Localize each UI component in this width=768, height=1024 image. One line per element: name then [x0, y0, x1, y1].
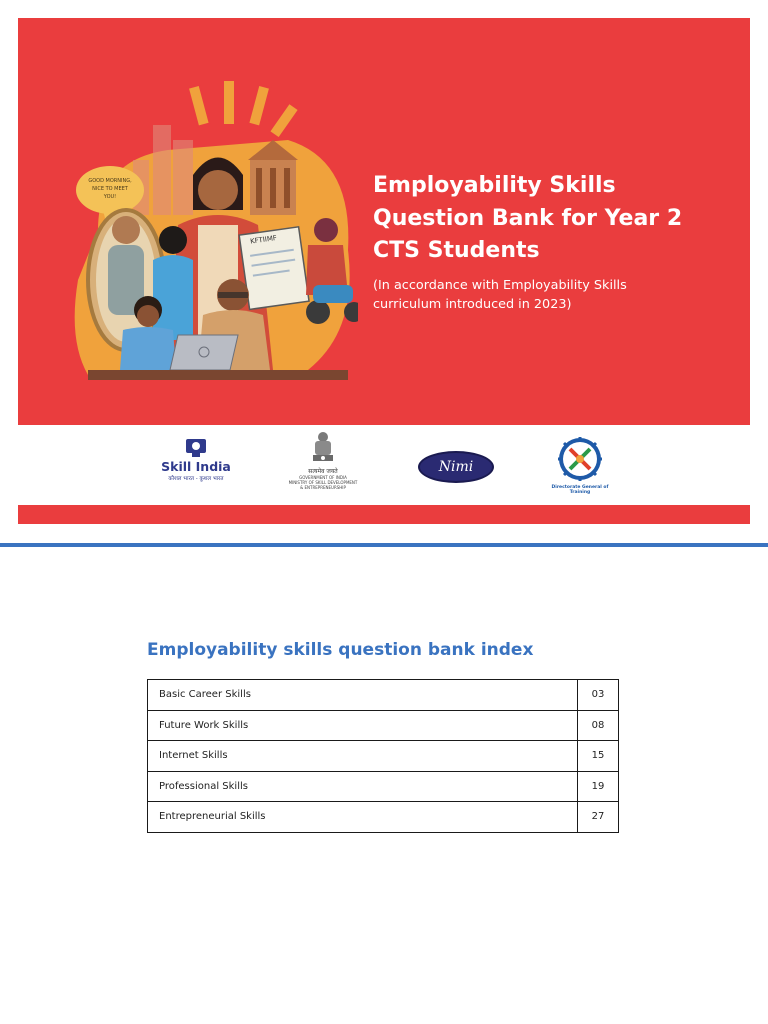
cover-title-line: Question Bank for Year 2 — [373, 205, 683, 231]
speech-bubble-line: YOU! — [103, 194, 117, 200]
index-topic: Future Work Skills — [148, 710, 578, 741]
cover-subtitle — [373, 276, 703, 314]
cover-banner — [18, 18, 750, 425]
table-row — [148, 741, 619, 772]
table-row — [148, 680, 619, 711]
nimi-logo — [418, 451, 494, 483]
index-page: 19 — [578, 771, 619, 802]
cover-title-line: Employability Skills — [373, 173, 616, 198]
city-skyline — [133, 125, 193, 215]
mirror-person-head — [112, 216, 140, 244]
cover-subtitle-line: curriculum introduced in 2023) — [373, 297, 572, 312]
cover-title-line: CTS Students — [373, 238, 540, 263]
cover-subtitle-line: (In accordance with Employability Skills — [373, 278, 627, 293]
index-topic: Internet Skills — [148, 741, 578, 772]
dgt-gear-emblem-icon — [556, 435, 604, 483]
skill-india-logo — [156, 437, 236, 493]
table-row — [148, 771, 619, 802]
page-divider — [0, 543, 768, 547]
sun-rays — [188, 80, 299, 138]
government-line: MINISTRY OF SKILL DEVELOPMENT — [288, 480, 358, 485]
skill-india-name: Skill India — [161, 459, 231, 474]
document-icon — [239, 227, 309, 310]
national-emblem-icon — [309, 431, 337, 467]
banner-bottom-stripe — [18, 505, 750, 524]
index-page: 15 — [578, 741, 619, 772]
government-motto: सत्यमेव जयते — [308, 468, 338, 475]
table-row — [148, 802, 619, 833]
laptop-icon — [170, 335, 238, 370]
government-line: GOVERNMENT OF INDIA — [299, 475, 347, 480]
index-topic: Basic Career Skills — [148, 680, 578, 711]
speech-bubble-line: NICE TO MEET — [92, 186, 128, 192]
index-topic: Entrepreneurial Skills — [148, 802, 578, 833]
skill-india-emblem-icon — [184, 437, 208, 459]
document-label: KFTIIMF — [249, 233, 278, 246]
index-topic: Professional Skills — [148, 771, 578, 802]
nimi-name: Nimi — [438, 459, 474, 475]
table-row — [148, 710, 619, 741]
index-page: 08 — [578, 710, 619, 741]
skill-india-tagline: कौशल भारत - कुशल भारत — [168, 476, 224, 482]
cover-illustration — [58, 80, 358, 380]
desk — [88, 370, 348, 380]
cover-title — [373, 170, 733, 268]
dgt-name: Directorate General of Training — [551, 485, 609, 495]
index-page: 27 — [578, 802, 619, 833]
dgt-logo — [543, 435, 617, 497]
logo-strip — [18, 425, 750, 505]
index-page: 03 — [578, 680, 619, 711]
index-table — [147, 679, 619, 833]
government-emblem-logo — [280, 431, 366, 501]
government-line: & ENTREPRENEURSHIP — [300, 485, 346, 490]
speech-bubble-line: GOOD MORNING, — [88, 178, 132, 184]
index-heading: Employability skills question bank index — [147, 640, 534, 660]
